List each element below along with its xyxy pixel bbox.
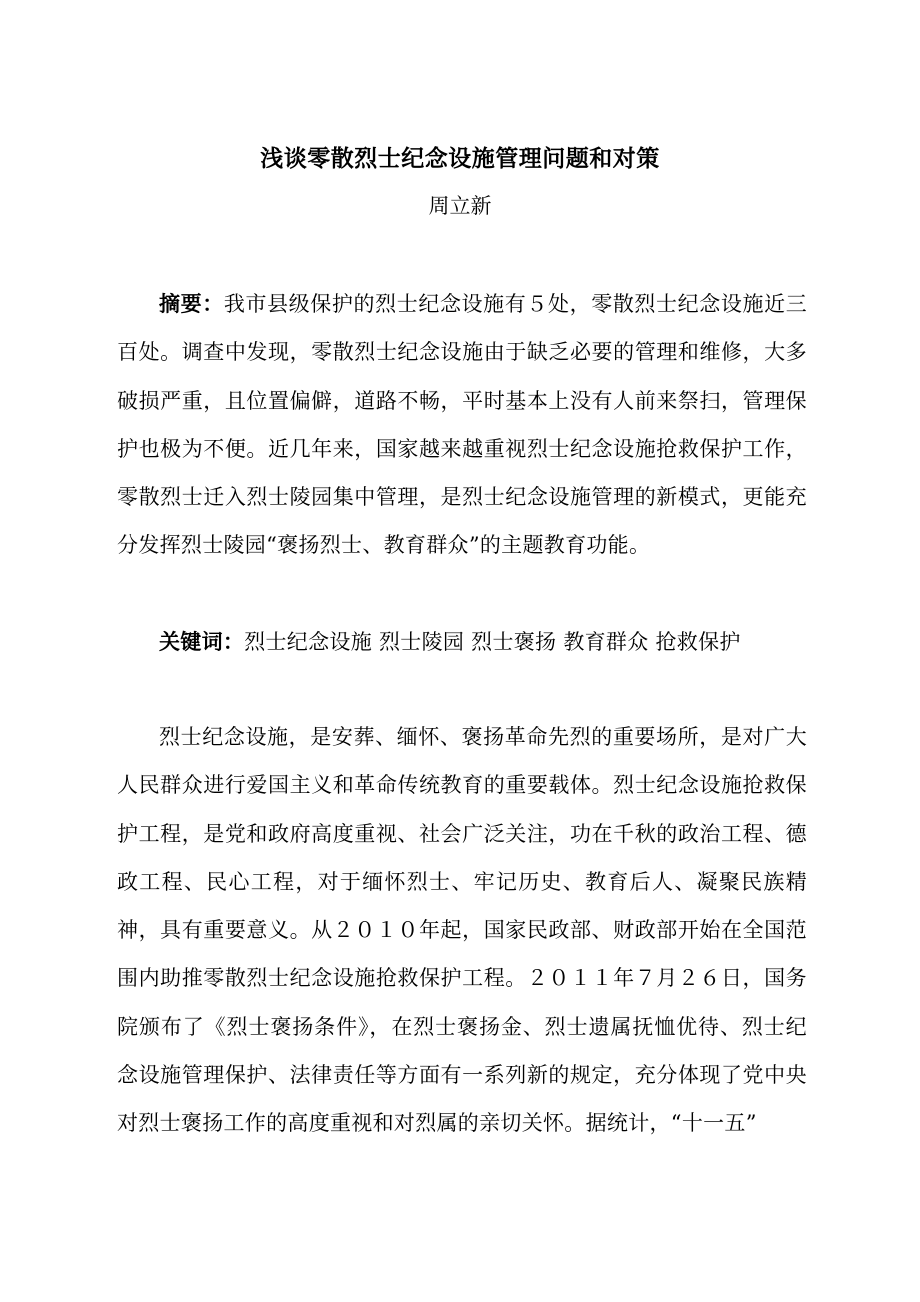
abstract-paragraph <box>117 280 807 570</box>
document-title: 浅谈零散烈士纪念设施管理问题和对策 <box>260 145 660 172</box>
keywords-paragraph <box>117 618 807 666</box>
abstract-text: 我市县级保护的烈士纪念设施有５处，零散烈士纪念设施近三百处。调查中发现，零散烈士纪念设施由于缺乏必要的管理和维修，大多破损严重，且位置偏僻，道路不畅，平时基本上没有人前来祭扫，管理保护也极为不便。近几年来，国家越来越重视烈士纪念设施抢救保护工作，零散烈士迁入烈士陵园集中管理，是烈士纪念设施管理的新模式，更能充分发挥烈士陵园“褒扬烈士、教育群众”的主题教育功能。 <box>117 292 807 558</box>
keywords-text: 烈士纪念设施 烈士陵园 烈士褒扬 教育群众 抢救保护 <box>244 630 741 654</box>
body-paragraph: 烈士纪念设施，是安葬、缅怀、褒扬革命先烈的重要场所，是对广大人民群众进行爱国主义和革命传统教育的重要载体。烈士纪念设施抢救保护工程，是党和政府高度重视、社会广泛关注，功在千秋的政治工程、德政工程、民心工程，对于缅怀烈士、牢记历史、教育后人、凝聚民族精神，具有重要意义。从２０１０年起，国家民政部、财政部开始在全国范围内助推零散烈士纪念设施抢救保护工程。２０１１年７月２６日，国务院颁布了《烈士褒扬条件》，在烈士褒扬金、烈士遗属抚恤优待、烈士纪念设施管理保护、法律责任等方面有一系列新的规定，充分体现了党中央对烈士褒扬工作的高度重视和对烈属的亲切关怀。据统计，“十一五” <box>117 725 807 1136</box>
document-author: 周立新 <box>428 194 492 218</box>
keywords-label: 关键词： <box>159 629 245 654</box>
abstract-label: 摘要： <box>159 291 224 316</box>
